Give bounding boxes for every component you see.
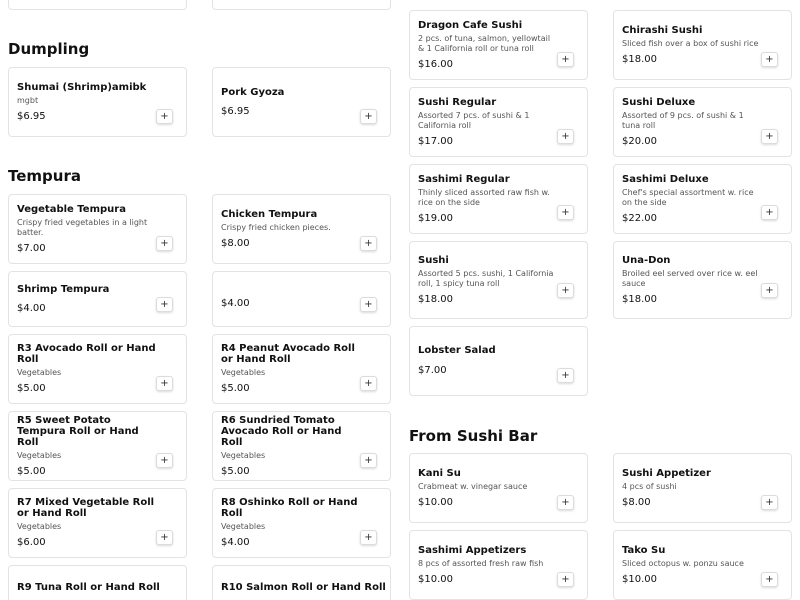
add-to-cart-button[interactable]: + [360, 453, 377, 468]
item-price: $10.00 [622, 573, 657, 585]
menu-item-card[interactable] [212, 0, 391, 10]
item-name: R10 Salmon Roll or Hand Roll [221, 582, 386, 593]
item-name: Sashimi Appetizers [418, 544, 527, 556]
add-to-cart-button[interactable]: + [557, 129, 574, 144]
add-to-cart-button[interactable]: + [156, 297, 173, 312]
section-heading-tempura: Tempura [8, 167, 81, 185]
item-price: $5.00 [17, 465, 46, 477]
menu-item-r5[interactable] [8, 411, 187, 481]
add-to-cart-button[interactable]: + [156, 453, 173, 468]
item-price: $5.00 [17, 383, 46, 394]
menu-item-sashimi-deluxe[interactable] [613, 164, 792, 234]
menu-item-sashimi-regular[interactable] [409, 164, 588, 234]
menu-item-dragon-cafe-sushi[interactable] [409, 10, 588, 80]
item-description: Vegetables [221, 450, 266, 460]
item-description: Vegetables [17, 450, 62, 460]
item-price: $6.95 [221, 105, 250, 117]
item-price: $20.00 [622, 135, 657, 147]
add-to-cart-button[interactable]: + [761, 205, 778, 220]
item-description: 4 pcs of sushi [622, 481, 677, 491]
item-name: Chicken Tempura [221, 208, 318, 220]
item-description: Vegetables [221, 522, 266, 531]
item-price: $18.00 [622, 293, 657, 305]
item-price: $22.00 [622, 212, 657, 224]
item-description: Crispy fried chicken pieces. [221, 222, 331, 232]
menu-item-shrimp-tempura[interactable] [8, 271, 187, 327]
add-to-cart-button[interactable]: + [557, 495, 574, 510]
item-name: Chirashi Sushi [622, 24, 703, 36]
item-description: Vegetables [17, 368, 62, 377]
item-description: Sliced fish over a box of sushi rice [622, 38, 759, 48]
add-to-cart-button[interactable]: + [557, 283, 574, 298]
menu-item-sushi-deluxe[interactable] [613, 87, 792, 157]
menu-item-r3[interactable] [8, 334, 187, 404]
item-name: Pork Gyoza [221, 86, 285, 98]
item-name: R7 Mixed Vegetable Roll or Hand Roll [17, 497, 155, 519]
add-to-cart-button[interactable]: + [156, 530, 173, 545]
add-to-cart-button[interactable]: + [360, 236, 377, 251]
item-name: R5 Sweet Potato Tempura Roll or Hand Roll [17, 414, 139, 448]
menu-item-chirashi-sushi[interactable] [613, 10, 792, 80]
add-to-cart-button[interactable]: + [557, 368, 574, 383]
item-price: $18.00 [418, 293, 453, 305]
item-description: Vegetables [221, 368, 266, 377]
item-price: $8.00 [221, 237, 250, 249]
add-to-cart-button[interactable]: + [557, 205, 574, 220]
add-to-cart-button[interactable]: + [761, 283, 778, 298]
item-price: $17.00 [418, 135, 453, 147]
section-heading-from-sushi-bar: From Sushi Bar [409, 427, 538, 445]
menu-item-sushi[interactable] [409, 241, 588, 319]
add-to-cart-button[interactable]: + [360, 376, 377, 391]
add-to-cart-button[interactable]: + [761, 572, 778, 587]
item-description: Sliced octopus w. ponzu sauce [622, 558, 744, 568]
item-price: $19.00 [418, 212, 453, 224]
item-description: Broiled eel served over rice w. eel sauce [622, 268, 758, 288]
item-description: Chef's special assortment w. rice on the side [622, 187, 754, 207]
item-price: $5.00 [221, 383, 250, 394]
item-name: Sushi Appetizer [622, 467, 711, 479]
item-description: 2 pcs. of tuna, salmon, yellowtail & 1 California roll or tuna roll [418, 33, 551, 53]
item-price: $7.00 [17, 242, 46, 254]
item-name: Shumai (Shrimp)amibk [17, 81, 147, 93]
item-name: R9 Tuna Roll or Hand Roll [17, 582, 160, 593]
item-price: $4.00 [221, 537, 250, 548]
add-to-cart-button[interactable]: + [557, 52, 574, 67]
item-name: Shrimp Tempura [17, 283, 110, 295]
menu-item-r8[interactable] [212, 488, 391, 558]
item-description: Crispy fried vegetables in a light batter. [17, 217, 148, 237]
item-price: $10.00 [418, 573, 453, 585]
add-to-cart-button[interactable]: + [761, 495, 778, 510]
item-description: Crabmeat w. vinegar sauce [418, 481, 528, 491]
add-to-cart-button[interactable]: + [156, 109, 173, 124]
item-price: $8.00 [622, 496, 651, 508]
add-to-cart-button[interactable]: + [360, 297, 377, 312]
item-name: Sashimi Regular [418, 173, 510, 185]
menu-item-sashimi-appetizers[interactable] [409, 530, 588, 600]
menu-item-kani-su[interactable] [409, 453, 588, 523]
item-name: Sashimi Deluxe [622, 173, 709, 185]
item-name: R3 Avocado Roll or Hand Roll [17, 343, 156, 365]
menu-item-card[interactable] [8, 0, 187, 10]
add-to-cart-button[interactable]: + [156, 376, 173, 391]
menu-item-card[interactable] [212, 271, 391, 327]
add-to-cart-button[interactable]: + [761, 129, 778, 144]
item-price: $4.00 [17, 302, 46, 314]
item-name: Tako Su [622, 544, 666, 556]
item-name: Vegetable Tempura [17, 203, 126, 215]
item-description: Assorted of 9 pcs. of sushi & 1 tuna roll [622, 110, 744, 130]
item-name: Kani Su [418, 467, 461, 479]
item-name: Sushi Deluxe [622, 96, 696, 108]
item-name: R8 Oshinko Roll or Hand Roll [221, 497, 358, 519]
menu-item-lobster-salad[interactable] [409, 326, 588, 396]
item-price: $6.00 [17, 537, 46, 548]
add-to-cart-button[interactable]: + [761, 52, 778, 67]
menu-item-tako-su[interactable] [613, 530, 792, 600]
section-heading-dumpling: Dumpling [8, 40, 90, 58]
item-price: $6.95 [17, 110, 46, 122]
item-name: Dragon Cafe Sushi [418, 19, 523, 31]
item-description: Assorted 7 pcs. of sushi & 1 California roll [418, 110, 530, 130]
item-description: mgbt [17, 95, 39, 105]
menu-item-r6[interactable] [212, 411, 391, 481]
menu-item-shumai[interactable] [8, 67, 187, 137]
item-price: $5.00 [221, 465, 250, 477]
menu-item-pork-gyoza[interactable] [212, 67, 391, 137]
item-name: R4 Peanut Avocado Roll or Hand Roll [221, 343, 355, 365]
item-price: $4.00 [221, 298, 250, 309]
item-name: Lobster Salad [418, 345, 496, 356]
item-price: $18.00 [622, 53, 657, 65]
item-name: R6 Sundried Tomato Avocado Roll or Hand Roll [221, 414, 342, 448]
menu-item-r4[interactable] [212, 334, 391, 404]
item-price: $16.00 [418, 58, 453, 70]
item-price: $7.00 [418, 365, 447, 376]
menu-item-una-don[interactable] [613, 241, 792, 319]
item-description: Assorted 5 pcs. sushi, 1 California roll, 1 spicy tuna roll [418, 268, 554, 288]
add-to-cart-button[interactable]: + [557, 572, 574, 587]
add-to-cart-button[interactable]: + [360, 530, 377, 545]
menu-item-r9[interactable] [8, 565, 187, 600]
menu-item-r7[interactable] [8, 488, 187, 558]
menu-item-sushi-regular[interactable] [409, 87, 588, 157]
item-description: Thinly sliced assorted raw fish w. rice on the side [418, 187, 550, 207]
item-description: 8 pcs of assorted fresh raw fish [418, 558, 544, 568]
item-name: Sushi [418, 254, 449, 266]
item-name: Una-Don [622, 254, 671, 266]
menu-item-r10[interactable] [212, 565, 391, 600]
item-price: $10.00 [418, 496, 453, 508]
item-name: Sushi Regular [418, 96, 497, 108]
menu-item-sushi-appetizer[interactable] [613, 453, 792, 523]
menu-item-chicken-tempura[interactable] [212, 194, 391, 264]
add-to-cart-button[interactable]: + [156, 236, 173, 251]
add-to-cart-button[interactable]: + [360, 109, 377, 124]
menu-item-vegetable-tempura[interactable] [8, 194, 187, 264]
item-description: Vegetables [17, 522, 62, 531]
